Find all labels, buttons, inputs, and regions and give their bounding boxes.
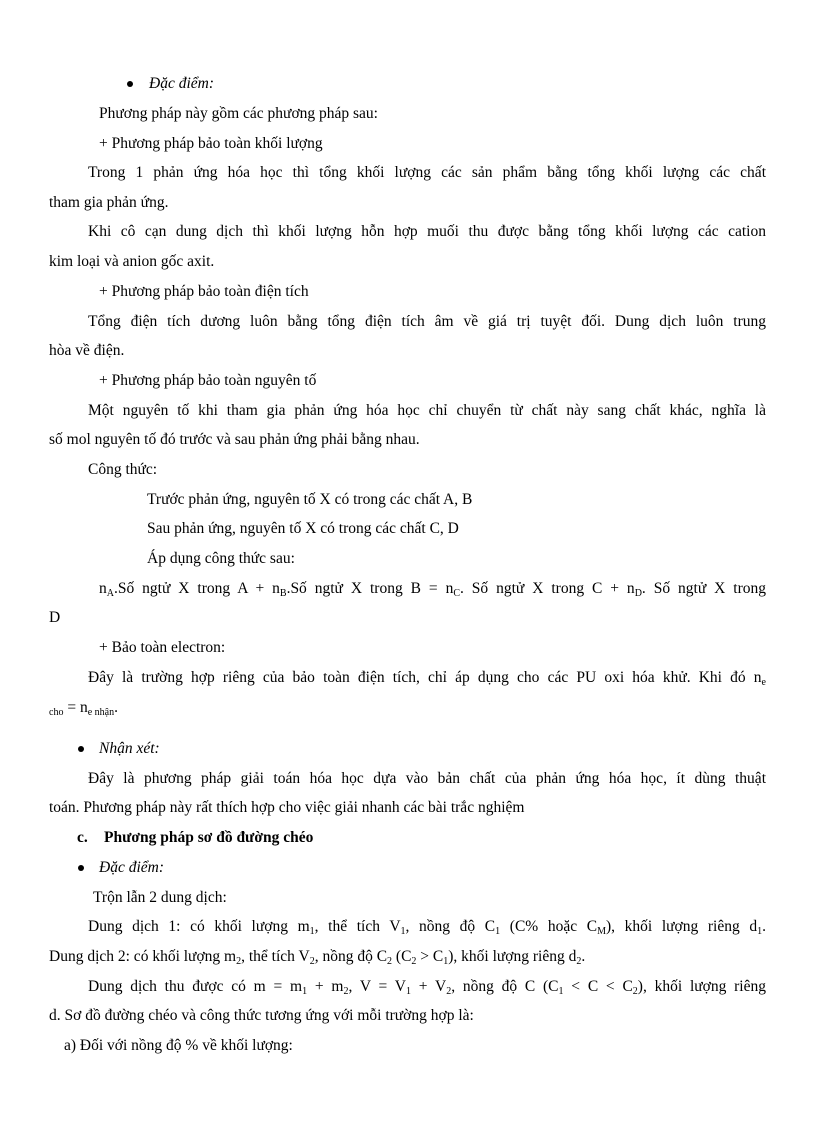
electron-sub-cho: cho — [49, 707, 64, 718]
result-solution-line1 — [88, 977, 766, 997]
bullet-icon — [127, 81, 133, 87]
result-solution-line2: d. Sơ đồ đường chéo và công thức tương ứng với mỗi trường hợp là: — [49, 1007, 474, 1024]
mass-p2-line1-wrap — [88, 222, 766, 242]
element-line2: số mol nguyên tố đó trước và sau phản ứng phải bằng nhau. — [49, 431, 420, 448]
solution-1-inner — [88, 917, 766, 937]
dd2-t4: (C — [392, 948, 412, 965]
electron-sub-nhan: e nhận — [87, 707, 115, 718]
res-s6: 2 — [632, 986, 638, 997]
charge-line1-wrap — [88, 312, 766, 332]
dd1-s5: 1 — [757, 926, 763, 937]
electron-line2 — [49, 698, 118, 718]
apply-formula-text: Áp dụng công thức sau: — [147, 550, 295, 567]
case-a-heading: a) Đối với nồng độ % về khối lượng: — [64, 1037, 293, 1054]
mass-p1-line1-wrap — [88, 163, 766, 183]
res-s5: 1 — [558, 986, 564, 997]
nhan-xet-label: Nhận xét: — [99, 740, 160, 757]
formula-part2: .Số ngtử X trong B = n — [286, 580, 454, 597]
res-t1: Dung dịch thu được có m = m — [88, 978, 303, 995]
electron-sub-e: e — [761, 677, 766, 688]
after-reaction-text: Sau phản ứng, nguyên tố X có trong các chất C, D — [147, 520, 459, 537]
element-line1: Một nguyên tố khi tham gia phản ứng hóa học chỉ chuyển từ chất này sang chất khác, nghĩa là — [88, 402, 766, 419]
solution-1-line — [88, 917, 766, 937]
dd2-s3: 2 — [387, 956, 393, 967]
mass-p2-line1: Khi cô cạn dung dịch thì khối lượng hỗn hợp muối thu được bằng tổng khối lượng các cation — [88, 223, 766, 240]
element-conservation-title: + Phương pháp bảo toàn nguyên tố — [99, 372, 317, 389]
charge-line2: hòa về điện. — [49, 342, 125, 359]
formula-sub-d: D — [634, 588, 642, 599]
mass-p2-line2: kim loại và anion gốc axit. — [49, 253, 215, 270]
element-line1-wrap — [88, 401, 766, 421]
element-formula-line2: D — [49, 609, 61, 626]
dd2-t5: > C — [416, 948, 444, 965]
formula-n: n — [99, 580, 107, 597]
dac-diem-label: Đặc điểm: — [149, 75, 214, 92]
res-t7: ), khối lượng riêng — [637, 978, 766, 995]
electron-line1-inner — [88, 668, 766, 688]
electron-line2-end: . — [114, 699, 118, 716]
dd1-t3: , nồng độ C — [405, 918, 496, 935]
dd1-t5: ), khối lượng riêng d — [605, 918, 758, 935]
dd1-s2: 1 — [400, 926, 406, 937]
res-t2: + m — [307, 978, 344, 995]
dd1-s4: M — [597, 926, 606, 937]
mass-p1-line1: Trong 1 phản ứng hóa học thì tổng khối lượng các sản phẩm bằng tổng khối lượng các chất — [88, 164, 766, 181]
res-s4: 2 — [446, 986, 452, 997]
dd2-s2: 2 — [309, 956, 315, 967]
formula-sub-a: A — [106, 588, 114, 599]
dd2-s4: 2 — [411, 956, 417, 967]
dd2-t6: ), khối lượng riêng d — [448, 948, 577, 965]
electron-line1-text: Đây là trường hợp riêng của bảo toàn điện tích, chỉ áp dụng cho các PU oxi hóa khử. Khi đó n — [88, 669, 762, 686]
dd2-t7: . — [581, 948, 586, 965]
formula-sub-b: B — [279, 588, 287, 599]
section-c-dac-diem-label: Đặc điểm: — [99, 859, 164, 876]
electron-conservation-title: + Bảo toàn electron: — [99, 639, 226, 656]
dd1-t6: . — [762, 918, 766, 935]
formula-part4: . Số ngtử X trong — [641, 580, 766, 597]
mass-p1-line2: tham gia phản ứng. — [49, 194, 169, 211]
dd1-s1: 1 — [309, 926, 315, 937]
mix-text: Trộn lẫn 2 dung dịch: — [93, 889, 227, 906]
electron-line1 — [88, 668, 766, 688]
charge-line1: Tổng điện tích dương luôn bằng tổng điện tích âm về giá trị tuyệt đối. Dung dịch luôn trung — [88, 313, 766, 330]
mass-conservation-title: + Phương pháp bảo toàn khối lượng — [99, 135, 323, 152]
formula-part3: . Số ngtử X trong C + n — [460, 580, 635, 597]
res-s1: 1 — [302, 986, 308, 997]
dd2-s1: 2 — [236, 956, 242, 967]
dd1-s3: 1 — [495, 926, 501, 937]
section-c-letter: c. — [77, 829, 88, 846]
dd2-s6: 2 — [576, 956, 582, 967]
nhan-xet-line1-wrap — [88, 769, 766, 789]
formula-sub-c: C — [453, 588, 460, 599]
dd2-t3: , nồng độ C — [314, 948, 388, 965]
dd1-t2: , thể tích V — [314, 918, 401, 935]
dd2-t2: , thể tích V — [241, 948, 310, 965]
nhan-xet-line2: toán. Phương pháp này rất thích hợp cho việc giải nhanh các bài trắc nghiệm — [49, 799, 525, 816]
cong-thuc-label: Công thức: — [88, 461, 158, 478]
bullet-icon — [78, 865, 84, 871]
bullet-icon — [78, 746, 84, 752]
solution-2-line — [49, 947, 585, 967]
electron-line2-mid: = n — [63, 699, 88, 716]
section-c-title: Phương pháp sơ đồ đường chéo — [104, 829, 314, 846]
res-t5: , nồng độ C (C — [451, 978, 559, 995]
element-formula — [99, 579, 766, 599]
res-t6: < C < C — [563, 978, 633, 995]
intro-text: Phương pháp này gồm các phương pháp sau: — [99, 105, 378, 122]
res-s2: 2 — [343, 986, 349, 997]
before-reaction-text: Trước phản ứng, nguyên tố X có trong các chất A, B — [147, 491, 473, 508]
element-formula-inner — [99, 579, 766, 599]
charge-conservation-title: + Phương pháp bảo toàn điện tích — [99, 283, 309, 300]
dd1-t1: Dung dịch 1: có khối lượng m — [88, 918, 310, 935]
res-s3: 1 — [405, 986, 411, 997]
res-t4: + V — [410, 978, 447, 995]
dd1-t4: (C% hoặc C — [500, 918, 598, 935]
formula-part1: .Số ngtử X trong A + n — [113, 580, 280, 597]
dd2-t1: Dung dịch 2: có khối lượng m — [49, 948, 237, 965]
dd2-s5: 1 — [443, 956, 449, 967]
res-t3: , V = V — [348, 978, 406, 995]
result-line1-inner — [88, 977, 766, 997]
nhan-xet-line1: Đây là phương pháp giải toán hóa học dựa vào bản chất của phản ứng hóa học, ít dùng thuật — [88, 770, 766, 787]
